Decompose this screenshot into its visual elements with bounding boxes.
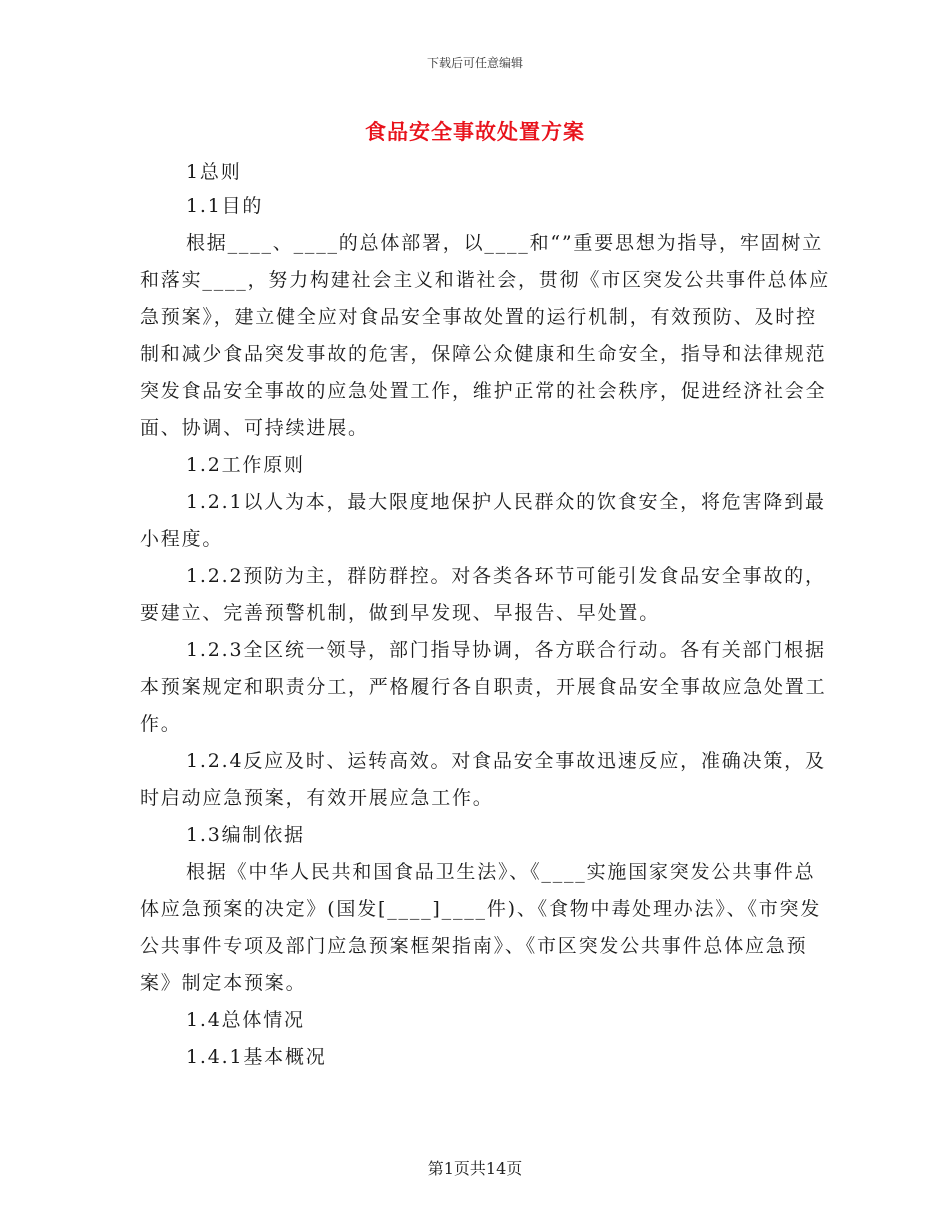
heading-basic-overview: 1.4.1基本概况 [186, 1046, 327, 1068]
paragraph-principle-4: 1.2.4反应及时、运转高效。对食品安全事故迅速反应，准确决策，及时启动应急预案，有效开展应急工作。 [140, 750, 826, 809]
page-footer: 第1页共14页 [427, 1159, 523, 1178]
document-title: 食品安全事故处置方案 [365, 119, 585, 144]
heading-basis: 1.3编制依据 [186, 824, 305, 846]
paragraph-principle-3: 1.2.3全区统一领导，部门指导协调，各方联合行动。各有关部门根据本预案规定和职责分工，严格履行各自职责，开展食品安全事故应急处置工作。 [140, 639, 827, 735]
heading-purpose: 1.1目的 [186, 195, 264, 217]
heading-principles: 1.2工作原则 [186, 454, 305, 476]
paragraph-basis: 根据《中华人民共和国食品卫生法》、《____实施国家突发公共事件总体应急预案的决定》(国发[____]____件)、《食物中毒处理办法》、《市突发公共事件专项及部门应急预案框架指南》、《市区突发公共事件总体应急预案》制定本预案。 [140, 861, 822, 994]
heading-overview: 1.4总体情况 [186, 1009, 305, 1031]
paragraph-principle-1: 1.2.1以人为本，最大限度地保护人民群众的饮食安全，将危害降到最小程度。 [140, 491, 826, 550]
paragraph-purpose: 根据____、____的总体部署，以____和“”重要思想为指导，牢固树立和落实____，努力构建社会主义和谐社会，贯彻《市区突发公共事件总体应急预案》，建立健全应对食品安全事故处置的运行机制，有效预防、及时控制和减少食品突发事故的危害，保障公众健康和生命安全，指导和法律规范突发食品安全事故的应急处置工作，维护正常的社会秩序，促进经济社会全面、协调、可持续进展。 [140, 232, 831, 439]
header-note: 下载后可任意编辑 [426, 56, 523, 70]
heading-general: 1总则 [186, 161, 242, 183]
paragraph-principle-2: 1.2.2预防为主，群防群控。对各类各环节可能引发食品安全事故的，要建立、完善预警机制，做到早发现、早报告、早处置。 [140, 565, 826, 624]
